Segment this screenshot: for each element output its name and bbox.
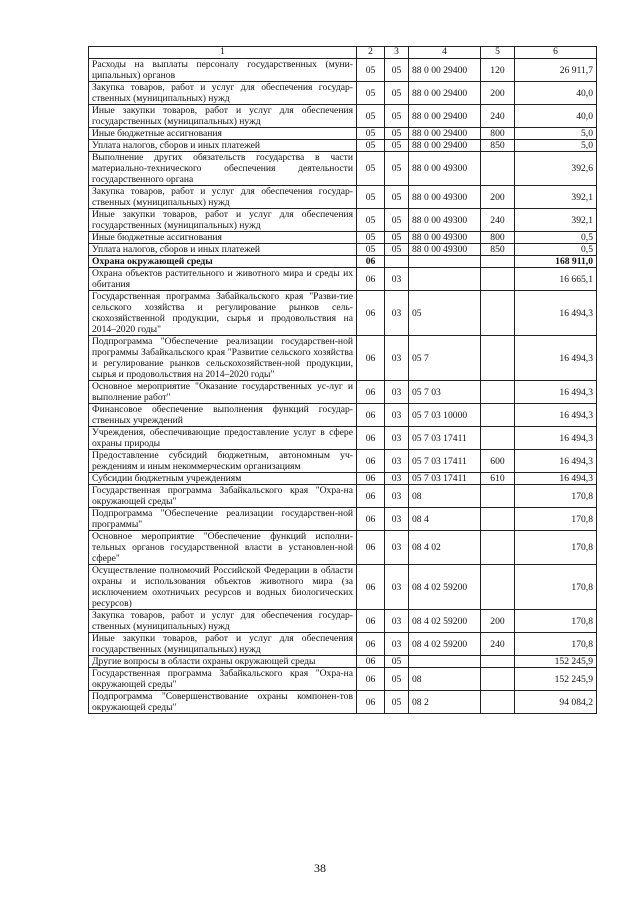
target-article-code: 05 7 03 17411: [409, 427, 481, 450]
amount: 16 494,3: [515, 473, 597, 485]
expense-name: Иные бюджетные ассигнования: [89, 232, 357, 244]
amount: 392,1: [515, 209, 597, 232]
subsection-code: 05: [385, 656, 409, 668]
expense-type-code: 850: [481, 140, 515, 152]
subsection-code: 05: [385, 152, 409, 186]
subsection-code: 03: [385, 565, 409, 610]
target-article-code: 88 0 00 49300: [409, 244, 481, 256]
expense-type-code: [481, 404, 515, 427]
section-code: 05: [357, 232, 385, 244]
header-col-3: 3: [385, 47, 409, 59]
amount: 16 494,3: [515, 336, 597, 381]
amount: 26 911,7: [515, 59, 597, 82]
section-code: 06: [357, 531, 385, 565]
budget-table-body: [89, 47, 597, 714]
expense-name: Подпрограмма "Обеспечение реализации государствен-ной программы Забайкальского края "Развитие сельского хозяйства и регулирование рынков сельскохозяйствен-ной продукции, сырья и продовольствия на 2014–2020 годы": [89, 336, 357, 381]
subsection-code: 03: [385, 633, 409, 656]
table-row: [89, 508, 597, 531]
section-code: 06: [357, 427, 385, 450]
table-row: [89, 668, 597, 691]
target-article-code: 88 0 00 49300: [409, 232, 481, 244]
subsection-code: 03: [385, 381, 409, 404]
page-number: 38: [314, 861, 326, 875]
table-row: [89, 473, 597, 485]
expense-type-code: 240: [481, 633, 515, 656]
target-article-code: 08 4: [409, 508, 481, 531]
expense-name: Государственная программа Забайкальского края "Разви-тие сельского хозяйства и регулирование рынков сель-скохозяйственной продукции, сырья и продовольствия на 2014–2020 годы": [89, 291, 357, 336]
target-article-code: 05 7 03 10000: [409, 404, 481, 427]
amount: 152 245,9: [515, 668, 597, 691]
expense-name: Иные закупки товаров, работ и услуг для обеспечения государственных (муниципальных) нужд: [89, 633, 357, 656]
amount: 16 494,3: [515, 427, 597, 450]
expense-name: Закупка товаров, работ и услуг для обеспечения государ-ственных (муниципальных) нужд: [89, 82, 357, 105]
table-row: [89, 427, 597, 450]
expense-name: Основное мероприятие "Обеспечение функций исполни-тельных органов государственной власти в установлен-ной сфере": [89, 531, 357, 565]
target-article-code: 08 4 02 59200: [409, 565, 481, 610]
target-article-code: 88 0 00 49300: [409, 209, 481, 232]
subsection-code: 03: [385, 610, 409, 633]
section-code: 06: [357, 610, 385, 633]
amount: 5,0: [515, 140, 597, 152]
amount: 170,8: [515, 485, 597, 508]
expense-type-code: [481, 336, 515, 381]
amount: 170,8: [515, 633, 597, 656]
table-row: [89, 105, 597, 128]
header-col-6: 6: [515, 47, 597, 59]
section-code: 06: [357, 668, 385, 691]
expense-type-code: [481, 291, 515, 336]
expense-name: Уплата налогов, сборов и иных платежей: [89, 244, 357, 256]
expense-name: Учреждения, обеспечивающие предоставление услуг в сфере охраны природы: [89, 427, 357, 450]
amount: 16 494,3: [515, 381, 597, 404]
target-article-code: [409, 256, 481, 268]
table-row: [89, 256, 597, 268]
expense-name: Субсидии бюджетным учреждениям: [89, 473, 357, 485]
target-article-code: 08 4 02: [409, 531, 481, 565]
expense-type-code: 240: [481, 105, 515, 128]
amount: 94 084,2: [515, 691, 597, 714]
amount: 40,0: [515, 105, 597, 128]
target-article-code: 05 7: [409, 336, 481, 381]
amount: 0,5: [515, 244, 597, 256]
expense-name: Закупка товаров, работ и услуг для обеспечения государ-ственных (муниципальных) нужд: [89, 186, 357, 209]
section-code: 06: [357, 473, 385, 485]
subsection-code: 05: [385, 244, 409, 256]
expense-type-code: 200: [481, 610, 515, 633]
subsection-code: 05: [385, 128, 409, 140]
expense-name: Выполнение других обязательств государства в части материально-технического обеспечения деятельности государственного органа: [89, 152, 357, 186]
subsection-code: 05: [385, 232, 409, 244]
subsection-code: 05: [385, 691, 409, 714]
expense-type-code: 610: [481, 473, 515, 485]
table-row: [89, 450, 597, 473]
section-code: 06: [357, 404, 385, 427]
section-code: 06: [357, 656, 385, 668]
header-col-4: 4: [409, 47, 481, 59]
section-code: 05: [357, 186, 385, 209]
section-code: 06: [357, 291, 385, 336]
table-row: [89, 244, 597, 256]
expense-name: Другие вопросы в области охраны окружающей среды: [89, 656, 357, 668]
expense-type-code: [481, 656, 515, 668]
table-row: [89, 291, 597, 336]
expense-name: Иные бюджетные ассигнования: [89, 128, 357, 140]
expense-type-code: [481, 152, 515, 186]
amount: 168 911,0: [515, 256, 597, 268]
expense-name: Расходы на выплаты персоналу государственных (муни-ципальных) органов: [89, 59, 357, 82]
expense-type-code: [481, 565, 515, 610]
expense-name: Финансовое обеспечение выполнения функций государ-ственных учреждений: [89, 404, 357, 427]
expense-type-code: 850: [481, 244, 515, 256]
expense-name: Иные закупки товаров, работ и услуг для обеспечения государственных (муниципальных) нужд: [89, 105, 357, 128]
table-row: [89, 633, 597, 656]
subsection-code: 03: [385, 336, 409, 381]
expense-name: Закупка товаров, работ и услуг для обеспечения государ-ственных (муниципальных) нужд: [89, 610, 357, 633]
expense-type-code: [481, 256, 515, 268]
target-article-code: 05 7 03 17411: [409, 473, 481, 485]
amount: 16 665,1: [515, 268, 597, 291]
expense-type-code: [481, 668, 515, 691]
section-code: 05: [357, 59, 385, 82]
target-article-code: 88 0 00 29400: [409, 128, 481, 140]
expense-type-code: [481, 691, 515, 714]
expense-name: Основное мероприятие "Оказание государственных ус-луг и выполнение работ": [89, 381, 357, 404]
table-row: [89, 268, 597, 291]
section-code: 06: [357, 450, 385, 473]
header-col-5: 5: [481, 47, 515, 59]
target-article-code: 88 0 00 29400: [409, 140, 481, 152]
subsection-code: 03: [385, 450, 409, 473]
amount: 40,0: [515, 82, 597, 105]
section-code: 06: [357, 268, 385, 291]
section-code: 05: [357, 152, 385, 186]
amount: 170,8: [515, 508, 597, 531]
expense-name: Подпрограмма "Совершенствование охраны компонен-тов окружающей среды": [89, 691, 357, 714]
target-article-code: 08: [409, 485, 481, 508]
amount: 16 494,3: [515, 404, 597, 427]
table-row: [89, 485, 597, 508]
amount: 392,6: [515, 152, 597, 186]
table-row: [89, 610, 597, 633]
expense-type-code: [481, 485, 515, 508]
expense-name: Осуществление полномочий Российской Федерации в области охраны и использования объектов животного мира (за исключением охотничьих ресурсов и водных биологических ресурсов): [89, 565, 357, 610]
target-article-code: 08: [409, 668, 481, 691]
table-row: [89, 186, 597, 209]
target-article-code: 08 4 02 59200: [409, 633, 481, 656]
table-row: [89, 404, 597, 427]
target-article-code: 88 0 00 29400: [409, 105, 481, 128]
section-code: 06: [357, 336, 385, 381]
amount: 5,0: [515, 128, 597, 140]
table-row: [89, 691, 597, 714]
header-col-2: 2: [357, 47, 385, 59]
subsection-code: 03: [385, 291, 409, 336]
subsection-code: 05: [385, 209, 409, 232]
section-code: 06: [357, 381, 385, 404]
target-article-code: 88 0 00 49300: [409, 152, 481, 186]
subsection-code: 05: [385, 186, 409, 209]
expense-type-code: [481, 531, 515, 565]
table-row: [89, 565, 597, 610]
target-article-code: 05 7 03: [409, 381, 481, 404]
subsection-code: 03: [385, 427, 409, 450]
amount: 0,5: [515, 232, 597, 244]
target-article-code: 88 0 00 29400: [409, 82, 481, 105]
target-article-code: [409, 656, 481, 668]
expense-type-code: 240: [481, 209, 515, 232]
section-code: 06: [357, 256, 385, 268]
subsection-code: 03: [385, 268, 409, 291]
expense-type-code: 200: [481, 186, 515, 209]
budget-table: [88, 46, 597, 714]
expense-type-code: 800: [481, 128, 515, 140]
subsection-code: 03: [385, 404, 409, 427]
expense-name: Предоставление субсидий бюджетным, автономным уч-реждениям и иным некоммерческим организациям: [89, 450, 357, 473]
expense-name: Подпрограмма "Обеспечение реализации государствен-ной программы": [89, 508, 357, 531]
section-code: 05: [357, 128, 385, 140]
section-code: 05: [357, 244, 385, 256]
subsection-code: 03: [385, 531, 409, 565]
subsection-code: 03: [385, 473, 409, 485]
target-article-code: [409, 268, 481, 291]
table-row: [89, 82, 597, 105]
subsection-code: 05: [385, 82, 409, 105]
expense-name: Охрана окружающей среды: [89, 256, 357, 268]
amount: 170,8: [515, 565, 597, 610]
subsection-code: 05: [385, 59, 409, 82]
expense-name: Государственная программа Забайкальского края "Охра-на окружающей среды": [89, 485, 357, 508]
expense-type-code: 800: [481, 232, 515, 244]
table-row: [89, 59, 597, 82]
header-col-1: 1: [89, 47, 357, 59]
target-article-code: 88 0 00 49300: [409, 186, 481, 209]
target-article-code: 08 2: [409, 691, 481, 714]
amount: 152 245,9: [515, 656, 597, 668]
section-code: 06: [357, 485, 385, 508]
subsection-code: [385, 256, 409, 268]
expense-type-code: 600: [481, 450, 515, 473]
expense-name: Государственная программа Забайкальского края "Охра-на окружающей среды": [89, 668, 357, 691]
expense-type-code: [481, 381, 515, 404]
table-row: [89, 336, 597, 381]
amount: 170,8: [515, 531, 597, 565]
section-code: 06: [357, 508, 385, 531]
amount: 170,8: [515, 610, 597, 633]
section-code: 06: [357, 633, 385, 656]
table-header-row: [89, 47, 597, 59]
subsection-code: 03: [385, 485, 409, 508]
subsection-code: 05: [385, 105, 409, 128]
table-row: [89, 531, 597, 565]
amount: 16 494,3: [515, 450, 597, 473]
amount: 16 494,3: [515, 291, 597, 336]
expense-type-code: 200: [481, 82, 515, 105]
target-article-code: 88 0 00 29400: [409, 59, 481, 82]
subsection-code: 05: [385, 668, 409, 691]
table-row: [89, 209, 597, 232]
subsection-code: 05: [385, 140, 409, 152]
table-row: [89, 140, 597, 152]
expense-name: Охрана объектов растительного и животного мира и среды их обитания: [89, 268, 357, 291]
section-code: 05: [357, 105, 385, 128]
table-row: [89, 656, 597, 668]
table-row: [89, 128, 597, 140]
expense-name: Иные закупки товаров, работ и услуг для обеспечения государственных (муниципальных) нужд: [89, 209, 357, 232]
table-row: [89, 232, 597, 244]
target-article-code: 05: [409, 291, 481, 336]
expense-name: Уплата налогов, сборов и иных платежей: [89, 140, 357, 152]
expense-type-code: 120: [481, 59, 515, 82]
section-code: 06: [357, 565, 385, 610]
target-article-code: 05 7 03 17411: [409, 450, 481, 473]
subsection-code: 03: [385, 508, 409, 531]
section-code: 05: [357, 209, 385, 232]
target-article-code: 08 4 02 59200: [409, 610, 481, 633]
section-code: 06: [357, 691, 385, 714]
section-code: 05: [357, 82, 385, 105]
table-row: [89, 152, 597, 186]
table-row: [89, 381, 597, 404]
section-code: 05: [357, 140, 385, 152]
expense-type-code: [481, 268, 515, 291]
expense-type-code: [481, 427, 515, 450]
expense-type-code: [481, 508, 515, 531]
amount: 392,1: [515, 186, 597, 209]
